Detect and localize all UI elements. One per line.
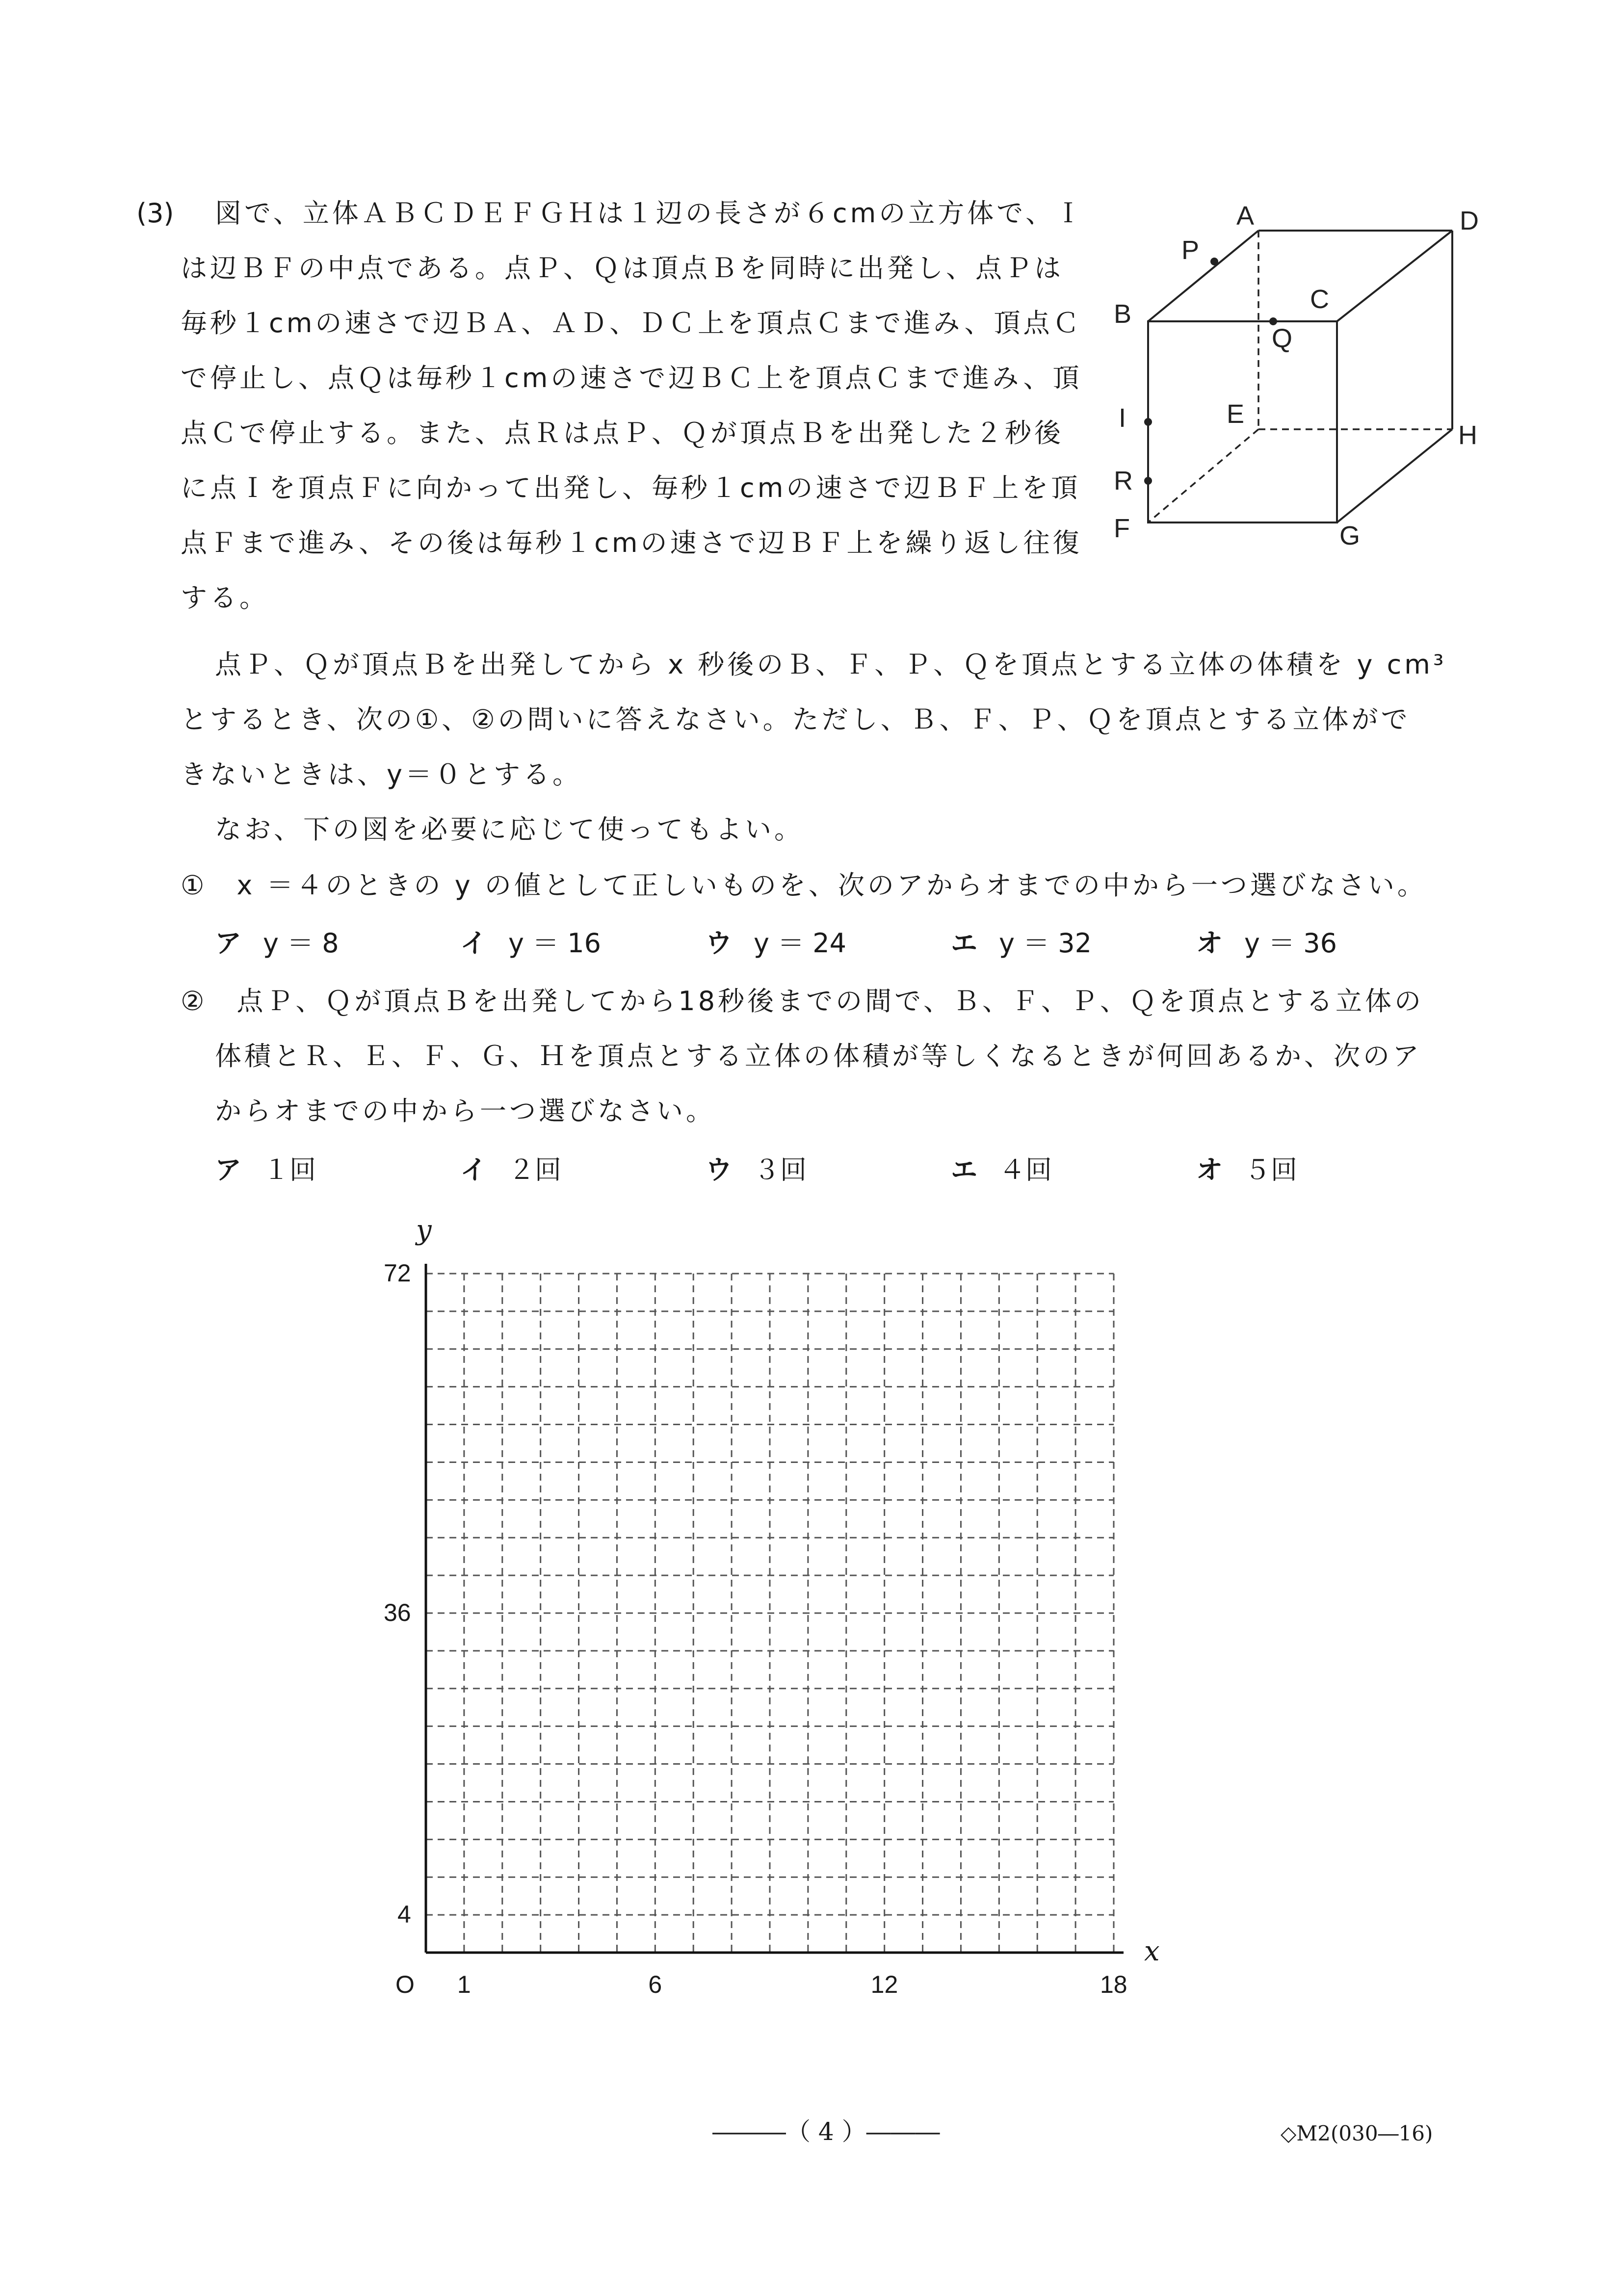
exam-code: ◇M2(030―16)	[1281, 2121, 1433, 2145]
question2-option-e: エ ４回	[951, 1154, 1052, 1185]
x-tick-label: 1	[457, 1971, 471, 1998]
label-p: P	[1181, 235, 1200, 265]
question1-text: ① x ＝４のときの y の値として正しいものを、次のアからオまでの中から一つ選びなさい。	[181, 870, 1427, 901]
label-a: A	[1236, 201, 1255, 231]
condition-line-3: きないときは、y＝０とする。	[181, 759, 582, 790]
y-axis-label: y	[416, 1214, 432, 1246]
label-r: R	[1114, 466, 1133, 496]
x-tick-label: 18	[1100, 1971, 1127, 1998]
x-tick-label: 12	[870, 1971, 898, 1998]
question1-option-o: オ y ＝ 36	[1196, 928, 1337, 959]
question2-line-1: ② 点Ｐ、Ｑが頂点Ｂを出発してから18秒後までの間で、Ｂ、Ｆ、Ｐ、Ｑを頂点とする立体の	[181, 986, 1424, 1017]
note-line: なお、下の図を必要に応じて使ってもよい。	[215, 814, 804, 845]
question1-option-e: エ y ＝ 32	[951, 928, 1092, 959]
description-line-8: する。	[181, 582, 269, 613]
condition-line-2: とするとき、次の①、②の問いに答えなさい。ただし、Ｂ、Ｆ、Ｐ、Ｑを頂点とする立体がで	[181, 704, 1411, 735]
label-e: E	[1227, 399, 1245, 429]
question2-option-o: オ ５回	[1196, 1154, 1297, 1185]
question2-option-a: ア １回	[215, 1154, 316, 1185]
question2-line-2: 体積とＲ、Ｅ、Ｆ、Ｇ、Ｈを頂点とする立体の体積が等しくなるときが何回あるか、次のア	[215, 1041, 1422, 1071]
question1-option-a: ア y ＝ 8	[215, 928, 339, 959]
description-line-3: 毎秒１cmの速さで辺ＢＡ、ＡＤ、ＤＣ上を頂点Ｃまで進み、頂点Ｃ	[181, 308, 1082, 339]
description-line-5: 点Ｃで停止する。また、点Ｒは点Ｐ、Ｑが頂点Ｂを出発した２秒後	[181, 417, 1064, 448]
question1-option-u: ウ y ＝ 24	[706, 928, 846, 959]
graph-axes	[426, 1264, 1124, 1953]
label-i: I	[1119, 403, 1126, 433]
label-f: F	[1114, 514, 1130, 543]
question2-option-i: イ ２回	[460, 1154, 561, 1185]
label-h: H	[1458, 420, 1477, 450]
description-line-7: 点Ｆまで進み、その後は毎秒１cmの速さで辺ＢＦ上を繰り返し往復	[181, 527, 1082, 558]
graph-grid	[426, 1274, 1114, 1953]
x-tick-label: 6	[648, 1971, 662, 1998]
label-g: G	[1339, 521, 1361, 550]
y-tick-label: 36	[384, 1599, 411, 1626]
description-line-1: 図で、立体ＡＢＣＤＥＦＧＨは１辺の長さが６cmの立方体で、Ｉ	[215, 198, 1085, 229]
label-c: C	[1310, 285, 1329, 314]
label-b: B	[1114, 299, 1132, 329]
label-q: Q	[1272, 324, 1293, 353]
problem-number: (3)	[136, 198, 174, 229]
page-number: ―――（ 4 ）―――	[712, 2117, 940, 2146]
origin-label: O	[395, 1971, 415, 1998]
condition-line-1: 点Ｐ、Ｑが頂点Ｂを出発してから x 秒後のＢ、Ｆ、Ｐ、Ｑを頂点とする立体の体積を y cm³	[215, 649, 1447, 680]
question2-line-3: からオまでの中から一つ選びなさい。	[215, 1096, 715, 1126]
y-tick-label: 4	[397, 1901, 411, 1929]
question2-option-u: ウ ３回	[706, 1154, 807, 1185]
description-line-6: に点Ｉを頂点Ｆに向かって出発し、毎秒１cmの速さで辺ＢＦ上を頂	[181, 472, 1081, 503]
description-line-2: は辺ＢＦの中点である。点Ｐ、Ｑは頂点Ｂを同時に出発し、点Ｐは	[181, 253, 1064, 284]
question1-option-i: イ y ＝ 16	[460, 928, 601, 959]
label-d: D	[1460, 206, 1479, 235]
description-line-4: で停止し、点Ｑは毎秒１cmの速さで辺ＢＣ上を頂点Ｃまで進み、頂	[181, 363, 1082, 393]
x-axis-label: x	[1144, 1935, 1160, 1967]
y-tick-label: 72	[384, 1259, 411, 1287]
